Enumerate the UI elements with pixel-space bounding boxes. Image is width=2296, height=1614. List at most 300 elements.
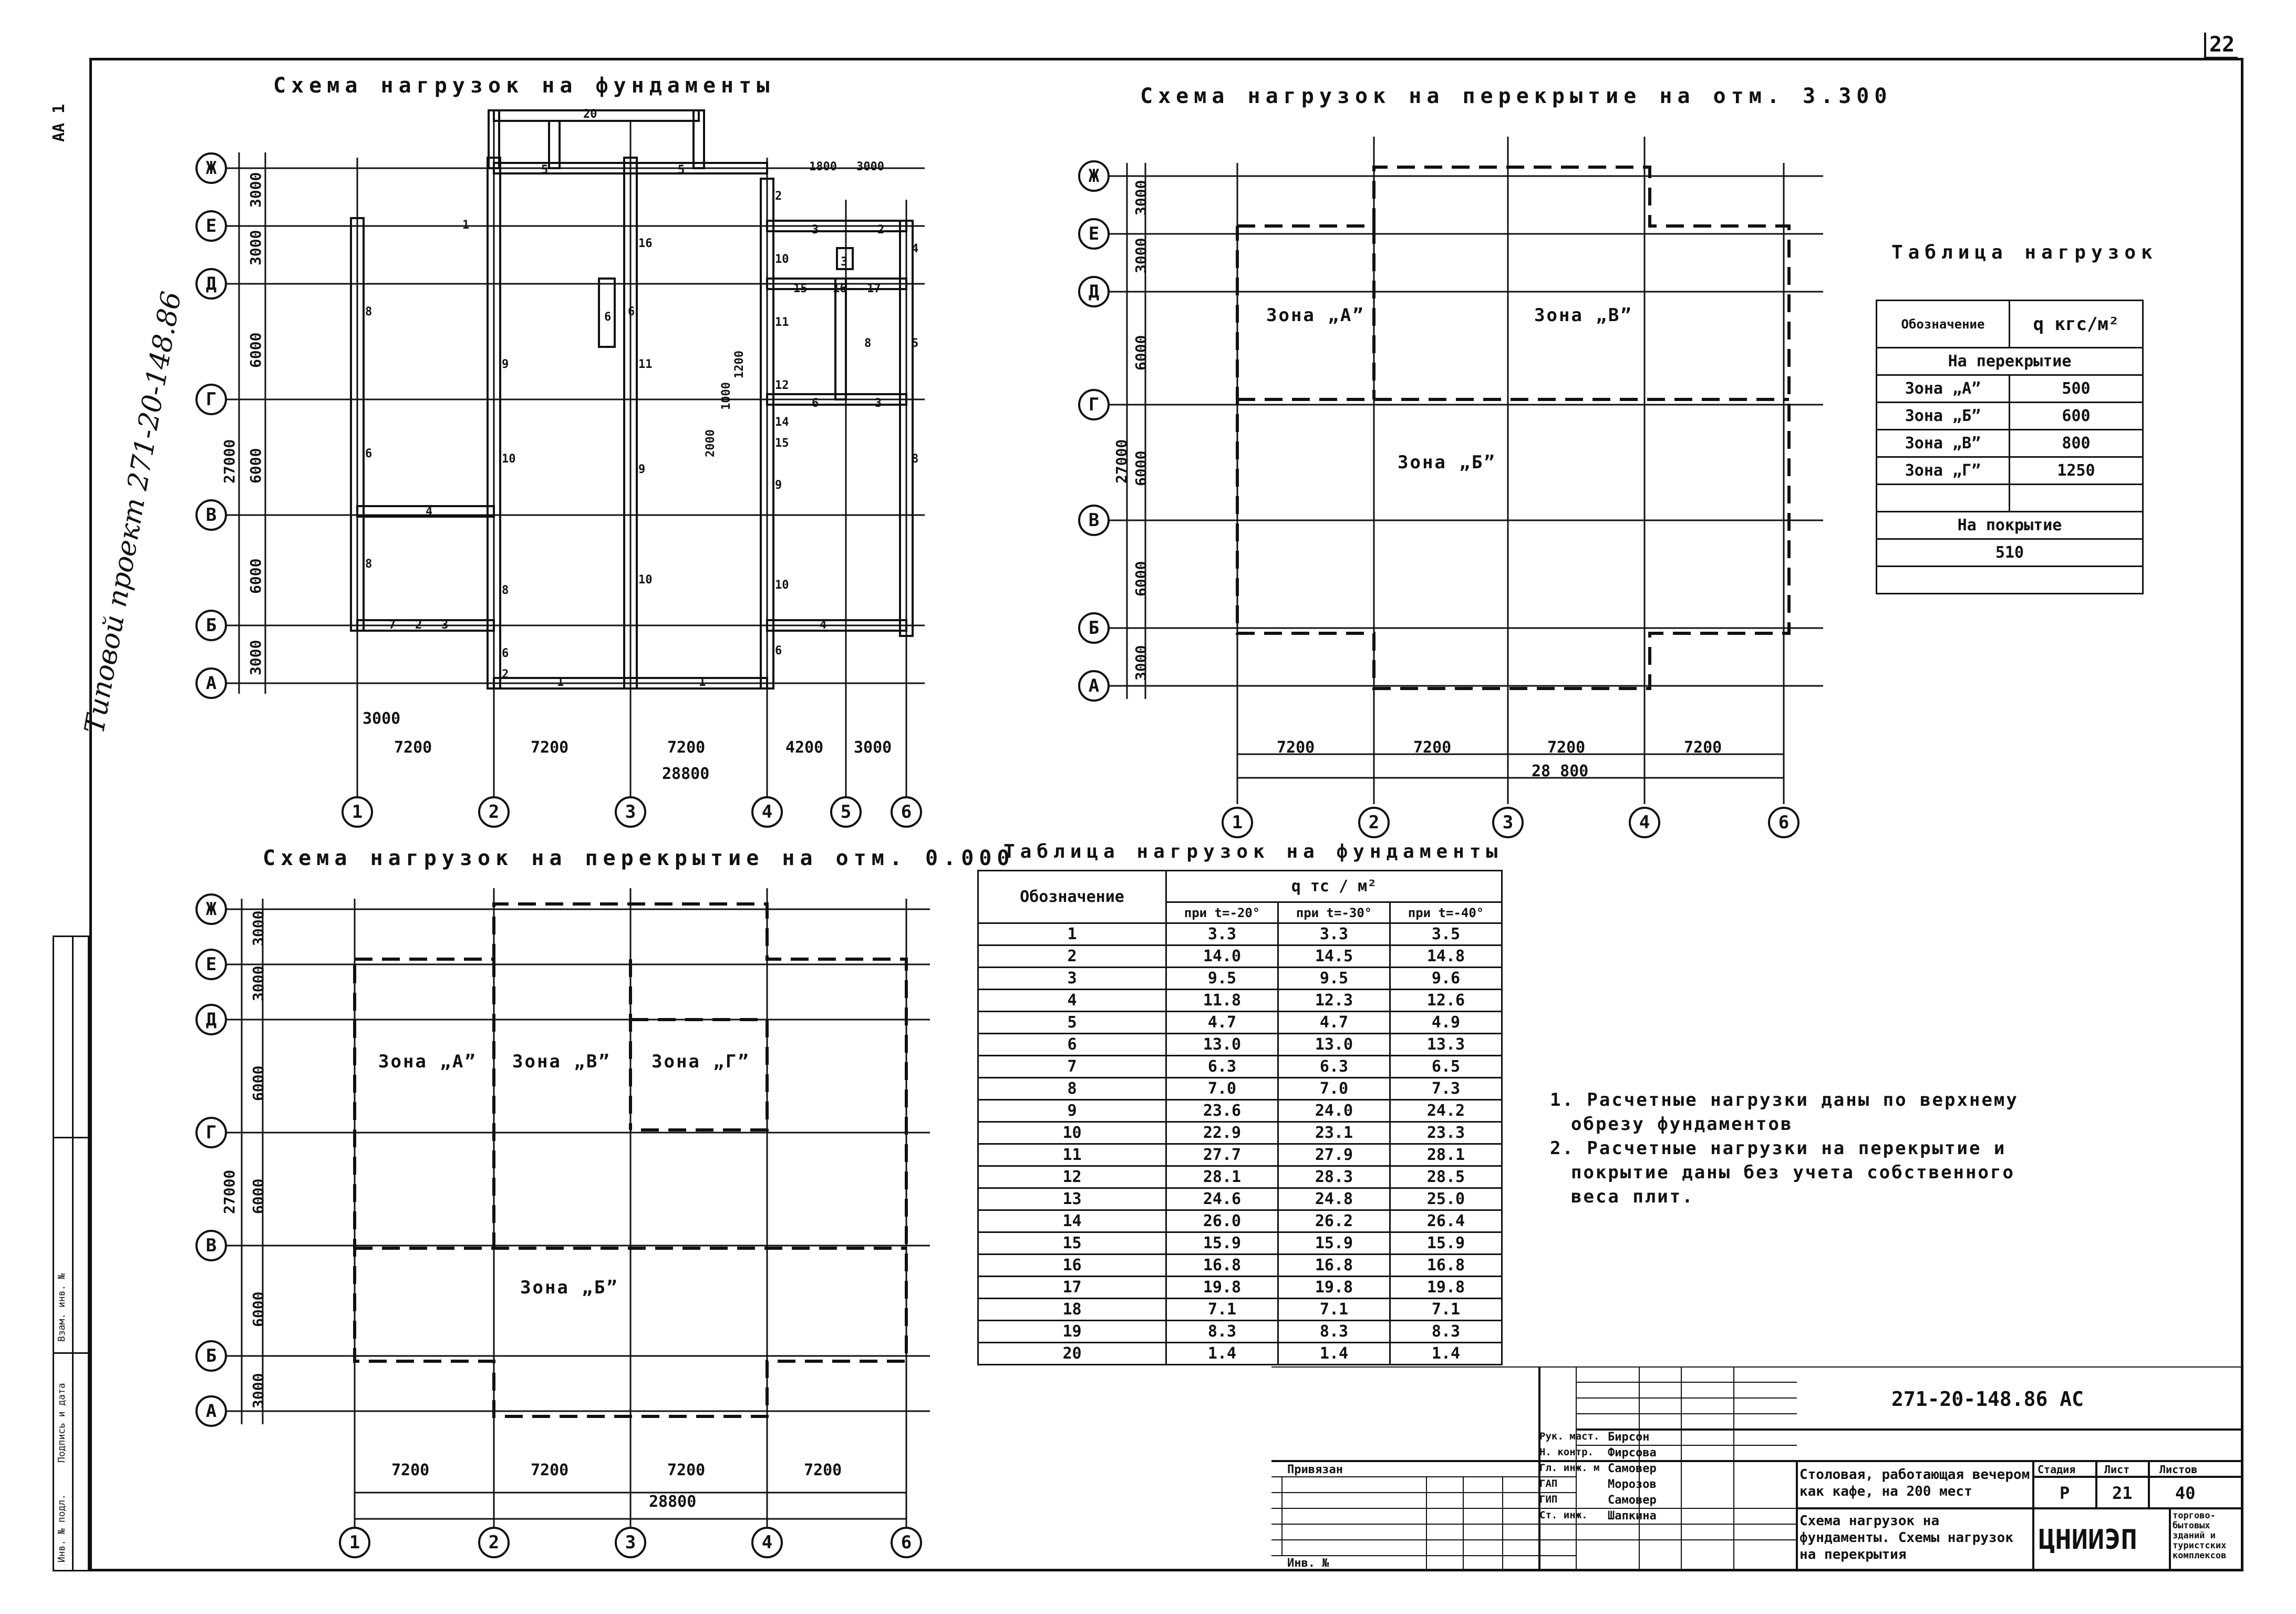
- svg-text:1: 1: [462, 219, 470, 232]
- ft-row-value: 7.0: [1166, 1078, 1278, 1100]
- svg-text:6: 6: [604, 311, 612, 324]
- note-line: покрытие даны без учета собственного: [1571, 1162, 2015, 1183]
- ft-row-value: 15.9: [1278, 1232, 1390, 1255]
- ft-row-id: 18: [978, 1299, 1166, 1321]
- ft-col-group: q тс / м²: [1166, 871, 1502, 902]
- ft-row-value: 24.0: [1278, 1100, 1390, 1122]
- tb-sheets-label: Листов: [2159, 1463, 2198, 1476]
- tb-inv: Инв. №: [1287, 1557, 1329, 1570]
- dim-row: 6000: [250, 1178, 267, 1214]
- tb-org: ЦНИИЭП: [2039, 1524, 2137, 1556]
- tb-sheet-label: Лист: [2104, 1463, 2130, 1476]
- svg-text:4: 4: [426, 505, 433, 518]
- tb-name: Бирсон: [1608, 1431, 1650, 1444]
- axis-row-g: Г: [195, 384, 227, 415]
- dim-row: 3000: [1132, 645, 1150, 681]
- margin-swap-label: Взам. инв. №: [56, 1273, 67, 1342]
- ft-row-value: 3.5: [1390, 923, 1502, 945]
- ft-row-value: 3.3: [1166, 923, 1278, 945]
- ft-row-id: 12: [978, 1166, 1166, 1188]
- dim-total-width: 28800: [649, 1493, 697, 1511]
- svg-text:16: 16: [833, 282, 847, 295]
- ft-row-value: 19.8: [1166, 1277, 1278, 1299]
- ft-row-id: 16: [978, 1255, 1166, 1277]
- svg-text:5: 5: [541, 163, 549, 177]
- svg-text:5: 5: [678, 163, 685, 177]
- ft-row-value: 1.4: [1390, 1343, 1502, 1365]
- axis-row-b: Б: [1078, 612, 1110, 644]
- dim-row: 3000: [1132, 238, 1150, 273]
- dim-row: 6000: [1132, 561, 1150, 597]
- dim-col: 7200: [394, 738, 432, 757]
- axis-row-e: Е: [195, 210, 227, 242]
- svg-text:8: 8: [864, 337, 872, 350]
- tb-role: Рук. маст.: [1539, 1431, 1600, 1442]
- load-row-value: 600: [2010, 403, 2143, 430]
- foundation-table: [977, 870, 1503, 1365]
- axis-row-d: Д: [1078, 276, 1110, 307]
- svg-text:7: 7: [389, 619, 396, 632]
- load-row-value: 800: [2010, 430, 2143, 457]
- ft-row: [978, 1277, 1502, 1299]
- ft-row-id: 8: [978, 1078, 1166, 1100]
- ft-row-value: 27.7: [1166, 1144, 1278, 1166]
- dim-row: 3000: [247, 640, 264, 675]
- floor-3300-title: Схема нагрузок на перекрытие на отм. 3.300: [1140, 84, 1892, 108]
- axis-col-5: 5: [830, 796, 862, 828]
- svg-text:2: 2: [775, 190, 782, 203]
- ft-row-value: 16.8: [1278, 1255, 1390, 1277]
- floor-0000-title: Схема нагрузок на перекрытие на отм. 0.000: [263, 846, 1015, 870]
- axis-col-4: 4: [1629, 807, 1660, 838]
- tb-doc-code: 271-20-148.86 АС: [1891, 1387, 2084, 1411]
- svg-text:2: 2: [877, 223, 885, 237]
- tb-binding: Привязан: [1287, 1463, 1343, 1476]
- ft-row-value: 28.1: [1166, 1166, 1278, 1188]
- load-row-name: Зона „Г”: [1877, 457, 2010, 485]
- dim-total-height: 27000: [221, 1169, 238, 1214]
- dim-col: 7200: [1277, 738, 1315, 757]
- ft-row: [978, 1012, 1502, 1034]
- ft-row-id: 9: [978, 1100, 1166, 1122]
- dim-total-height: 27000: [1113, 439, 1130, 484]
- ft-col-name: Обозначение: [978, 871, 1166, 923]
- axis-col-3: 3: [615, 796, 646, 828]
- ft-row-value: 26.0: [1166, 1210, 1278, 1232]
- load-row-value: 1250: [2010, 457, 2143, 485]
- ft-row-id: 2: [978, 945, 1166, 968]
- ft-row-value: 28.1: [1390, 1144, 1502, 1166]
- ft-row: [978, 1299, 1502, 1321]
- ft-row-value: 12.6: [1390, 990, 1502, 1012]
- axis-row-b: Б: [195, 610, 227, 641]
- tb-stage-label: Стадия: [2038, 1463, 2076, 1476]
- ft-row: [978, 1188, 1502, 1210]
- ft-row-value: 9.5: [1166, 968, 1278, 990]
- ft-row: [978, 1078, 1502, 1100]
- svg-text:5: 5: [912, 337, 919, 350]
- svg-text:1: 1: [699, 676, 706, 689]
- ft-row: [978, 1166, 1502, 1188]
- ft-row-value: 19.8: [1390, 1277, 1502, 1299]
- ft-row: [978, 923, 1502, 945]
- ft-row-id: 14: [978, 1210, 1166, 1232]
- margin-inv-label: Инв. № подл.: [56, 1494, 67, 1562]
- ft-row: [978, 990, 1502, 1012]
- load-row-value: 500: [2010, 375, 2143, 403]
- ft-row-value: 23.6: [1166, 1100, 1278, 1122]
- ft-row-value: 12.3: [1278, 990, 1390, 1012]
- svg-text:9: 9: [775, 479, 782, 492]
- ft-row: [978, 945, 1502, 968]
- ft-row: [978, 1255, 1502, 1277]
- ft-row-value: 13.0: [1278, 1034, 1390, 1056]
- tb-org-sub: торгово-бытовых зданий и туристских комплексов: [2173, 1510, 2227, 1561]
- ft-row-value: 6.3: [1166, 1056, 1278, 1078]
- svg-text:8: 8: [365, 305, 373, 318]
- zone-label: Зона „А”: [1266, 305, 1365, 326]
- dim-col: 7200: [531, 738, 569, 757]
- tb-name: Шапкина: [1608, 1509, 1657, 1523]
- ft-row-id: 7: [978, 1056, 1166, 1078]
- dim-col: 4200: [785, 738, 824, 757]
- svg-text:20: 20: [583, 108, 597, 121]
- ft-row: [978, 1122, 1502, 1144]
- ft-row-value: 13.3: [1390, 1034, 1502, 1056]
- axis-row-v: В: [195, 1230, 227, 1261]
- dim-col: 7200: [1547, 738, 1586, 757]
- ft-row-value: 8.3: [1166, 1321, 1278, 1343]
- dim-extra: 3000: [363, 710, 401, 728]
- svg-text:8: 8: [502, 584, 509, 597]
- title-block: [1271, 1366, 2243, 1571]
- ft-subcol: при t=-20°: [1166, 902, 1278, 923]
- corner-code: АА 1: [50, 104, 68, 142]
- dim-row: 3000: [250, 1373, 267, 1409]
- ft-row-value: 27.9: [1278, 1144, 1390, 1166]
- axis-col-4: 4: [751, 796, 783, 828]
- svg-text:10: 10: [502, 453, 516, 466]
- axis-col-4: 4: [751, 1527, 783, 1558]
- left-margin-stamp: [53, 935, 89, 1571]
- axis-col-2: 2: [478, 796, 510, 828]
- ft-row-value: 15.9: [1166, 1232, 1278, 1255]
- ft-row-id: 4: [978, 990, 1166, 1012]
- zone-label: Зона „Б”: [520, 1277, 619, 1298]
- dim-col: 7200: [391, 1461, 430, 1479]
- tb-role: Гл. инж. м: [1539, 1462, 1600, 1474]
- ft-row: [978, 1210, 1502, 1232]
- dim-col: 7200: [804, 1461, 842, 1479]
- ft-row-value: 1.4: [1166, 1343, 1278, 1365]
- ft-row: [978, 1034, 1502, 1056]
- axis-row-d: Д: [195, 268, 227, 300]
- ft-row-id: 6: [978, 1034, 1166, 1056]
- axis-col-6: 6: [891, 1527, 922, 1558]
- tb-role: ГАП: [1539, 1478, 1558, 1489]
- ft-row-value: 28.5: [1390, 1166, 1502, 1188]
- axis-row-zh: Ж: [195, 893, 227, 925]
- ft-row-value: 6.5: [1390, 1056, 1502, 1078]
- svg-text:6: 6: [775, 644, 782, 657]
- tb-role: Н. контр.: [1539, 1446, 1594, 1458]
- ft-row-id: 19: [978, 1321, 1166, 1343]
- ft-row-value: 4.9: [1390, 1012, 1502, 1034]
- ft-row-value: 7.3: [1390, 1078, 1502, 1100]
- ft-row-value: 22.9: [1166, 1122, 1278, 1144]
- axis-col-2: 2: [1358, 807, 1390, 838]
- ft-row: [978, 968, 1502, 990]
- svg-text:11: 11: [775, 316, 789, 329]
- svg-text:10: 10: [638, 573, 653, 587]
- ft-row-value: 8.3: [1278, 1321, 1390, 1343]
- ft-row-value: 16.8: [1390, 1255, 1502, 1277]
- dim-inner: 1200: [733, 351, 746, 378]
- ft-row-id: 17: [978, 1277, 1166, 1299]
- load-row-name: Зона „Б”: [1877, 403, 2010, 430]
- load-section: На покрытие: [1877, 512, 2143, 539]
- svg-text:3: 3: [875, 397, 882, 410]
- load-roof-value: 510: [1877, 539, 2143, 567]
- axis-col-1: 1: [1222, 807, 1253, 838]
- dim-col: 7200: [667, 1461, 706, 1479]
- svg-text:15: 15: [793, 282, 808, 295]
- dim-row: 6000: [247, 558, 264, 594]
- load-section: На перекрытие: [1877, 348, 2143, 375]
- tb-sheets: 40: [2175, 1483, 2196, 1503]
- axis-col-3: 3: [615, 1527, 646, 1558]
- dim-col: 3000: [854, 738, 892, 757]
- ft-row-value: 3.3: [1278, 923, 1390, 945]
- svg-text:15: 15: [775, 437, 789, 450]
- ft-row-value: 16.8: [1166, 1255, 1278, 1277]
- axis-row-e: Е: [1078, 218, 1110, 250]
- svg-text:1: 1: [557, 676, 564, 689]
- ft-row-value: 11.8: [1166, 990, 1278, 1012]
- dim-col: 7200: [531, 1461, 569, 1479]
- svg-text:6: 6: [812, 397, 819, 410]
- ft-row-value: 4.7: [1278, 1012, 1390, 1034]
- zone-label: Зона „Г”: [651, 1051, 750, 1072]
- axis-row-v: В: [195, 499, 227, 531]
- dim-row: 3000: [250, 910, 267, 946]
- svg-text:2: 2: [415, 619, 422, 632]
- ft-row-value: 28.3: [1278, 1166, 1390, 1188]
- ft-row-id: 11: [978, 1144, 1166, 1166]
- ft-subcol: при t=-30°: [1278, 902, 1390, 923]
- svg-text:3: 3: [812, 223, 819, 237]
- svg-text:8: 8: [912, 453, 919, 466]
- ft-row-id: 5: [978, 1012, 1166, 1034]
- ft-subcol: при t=-40°: [1390, 902, 1502, 923]
- dim-total-height: 27000: [221, 439, 238, 484]
- axis-row-a: А: [1078, 670, 1110, 702]
- floor-0000-drawing: [184, 883, 951, 1587]
- ft-row-value: 23.3: [1390, 1122, 1502, 1144]
- dim-row: 6000: [250, 1291, 267, 1327]
- zone-label: Зона „В”: [512, 1051, 611, 1072]
- note-line: 1. Расчетные нагрузки даны по верхнему: [1550, 1089, 2019, 1111]
- ft-row-value: 14.5: [1278, 945, 1390, 968]
- axis-row-a: А: [195, 667, 227, 699]
- axis-row-zh: Ж: [195, 152, 227, 184]
- ft-row: [978, 1056, 1502, 1078]
- svg-text:14: 14: [775, 416, 789, 429]
- ft-row-value: 8.3: [1390, 1321, 1502, 1343]
- load-table: [1876, 300, 2144, 594]
- axis-col-1: 1: [342, 796, 373, 828]
- svg-text:2: 2: [502, 668, 509, 681]
- axis-col-2: 2: [478, 1527, 510, 1558]
- load-table-title: Таблица нагрузок: [1891, 242, 2158, 263]
- axis-row-b: Б: [195, 1340, 227, 1372]
- ft-row-id: 15: [978, 1232, 1166, 1255]
- ft-row: [978, 1343, 1502, 1365]
- tb-name: Самовер: [1608, 1462, 1657, 1475]
- note-line: веса плит.: [1571, 1186, 1694, 1207]
- ft-row-value: 26.2: [1278, 1210, 1390, 1232]
- zone-label: Зона „Б”: [1398, 452, 1496, 473]
- svg-text:16: 16: [638, 237, 653, 250]
- svg-text:6: 6: [502, 647, 509, 660]
- svg-text:17: 17: [867, 282, 881, 295]
- floor-3300-drawing: [1051, 131, 1870, 841]
- ft-row-value: 9.6: [1390, 968, 1502, 990]
- dim-top: 3000: [856, 160, 884, 173]
- side-inscription: Типовой проект 271-20-148.86: [79, 289, 188, 736]
- ft-row: [978, 1144, 1502, 1166]
- tb-role: ГИП: [1539, 1494, 1558, 1505]
- tb-sheet: 21: [2112, 1483, 2133, 1503]
- svg-text:9: 9: [502, 358, 509, 371]
- ft-row-id: 1: [978, 923, 1166, 945]
- foundation-table-title: Таблица нагрузок на фундаменты: [1004, 841, 1503, 862]
- axis-col-1: 1: [339, 1527, 370, 1558]
- svg-text:11: 11: [638, 358, 653, 371]
- ft-row-value: 9.5: [1278, 968, 1390, 990]
- foundation-plan-drawing: [0, 0, 946, 841]
- ft-row-value: 7.1: [1278, 1299, 1390, 1321]
- ft-row: [978, 1232, 1502, 1255]
- dim-inner: 2000: [704, 429, 717, 457]
- notes-block: [1550, 1088, 2019, 1209]
- tb-name: Морозов: [1608, 1478, 1657, 1491]
- ft-row-value: 26.4: [1390, 1210, 1502, 1232]
- svg-text:9: 9: [638, 463, 646, 476]
- load-col-name: Обозначение: [1877, 301, 2010, 348]
- ft-row-value: 7.0: [1278, 1078, 1390, 1100]
- svg-text:6: 6: [365, 447, 373, 460]
- dim-inner: 1000: [720, 382, 733, 410]
- ft-row-value: 1.4: [1278, 1343, 1390, 1365]
- dim-col: 7200: [667, 738, 706, 757]
- dim-col: 7200: [1413, 738, 1452, 757]
- svg-text:12: 12: [775, 379, 789, 392]
- foundation-plan-title: Схема нагрузок на фундаменты: [273, 74, 775, 98]
- dim-row: 6000: [250, 1065, 267, 1101]
- ft-row-value: 13.0: [1166, 1034, 1278, 1056]
- load-col-value: q кгс/м²: [2010, 301, 2143, 348]
- ft-row-id: 10: [978, 1122, 1166, 1144]
- ft-row: [978, 1100, 1502, 1122]
- ft-row-value: 14.8: [1390, 945, 1502, 968]
- svg-text:4: 4: [912, 242, 919, 255]
- axis-row-g: Г: [195, 1117, 227, 1148]
- ft-row-value: 14.0: [1166, 945, 1278, 968]
- axis-row-a: А: [195, 1395, 227, 1427]
- dim-row: 3000: [247, 172, 264, 208]
- dim-row: 6000: [1132, 450, 1150, 486]
- tb-sheet-title: Схема нагрузок на фундаменты. Схемы нагрузок на перекрытия: [1799, 1513, 2013, 1562]
- axis-col-6: 6: [1768, 807, 1799, 838]
- dim-row: 3000: [250, 965, 267, 1001]
- ft-row-value: 23.1: [1278, 1122, 1390, 1144]
- ft-row-value: 7.1: [1390, 1299, 1502, 1321]
- ft-row-value: 24.8: [1278, 1188, 1390, 1210]
- axis-row-v: В: [1078, 505, 1110, 536]
- note-line: обрезу фундаментов: [1571, 1114, 1793, 1135]
- ft-row-value: 24.6: [1166, 1188, 1278, 1210]
- ft-row-value: 24.2: [1390, 1100, 1502, 1122]
- axis-row-e: Е: [195, 949, 227, 980]
- zone-label: Зона „В”: [1534, 305, 1633, 326]
- dim-row: 3000: [247, 230, 264, 265]
- svg-text:8: 8: [365, 558, 373, 571]
- svg-text:6: 6: [628, 305, 635, 318]
- ft-row-value: 4.7: [1166, 1012, 1278, 1034]
- dim-row: 6000: [247, 332, 264, 368]
- dim-col: 7200: [1684, 738, 1722, 757]
- svg-text:4: 4: [820, 619, 827, 632]
- ft-row-id: 3: [978, 968, 1166, 990]
- svg-text:3: 3: [441, 619, 449, 632]
- load-row-name: Зона „В”: [1877, 430, 2010, 457]
- axis-row-zh: Ж: [1078, 160, 1110, 192]
- tb-role: Ст. инж.: [1539, 1509, 1588, 1521]
- ft-row-value: 19.8: [1278, 1277, 1390, 1299]
- ft-row-value: 6.3: [1278, 1056, 1390, 1078]
- load-row-name: Зона „А”: [1877, 375, 2010, 403]
- axis-col-6: 6: [891, 796, 922, 828]
- note-line: 2. Расчетные нагрузки на перекрытие и: [1550, 1138, 2007, 1159]
- dim-row: 6000: [247, 448, 264, 484]
- ft-row-value: 15.9: [1390, 1232, 1502, 1255]
- svg-text:10: 10: [775, 579, 789, 592]
- axis-row-g: Г: [1078, 389, 1110, 420]
- ft-row: [978, 1321, 1502, 1343]
- tb-stage: Р: [2060, 1483, 2070, 1503]
- svg-text:10: 10: [775, 253, 789, 266]
- sheet-number: 22: [2204, 33, 2238, 59]
- ft-row-id: 13: [978, 1188, 1166, 1210]
- tb-name: Фирсова: [1608, 1446, 1657, 1459]
- tb-name: Самовер: [1608, 1494, 1657, 1507]
- zone-label: Зона „А”: [378, 1051, 477, 1072]
- tb-project: Столовая, работающая вечером как кафе, на 200 мест: [1799, 1467, 2030, 1499]
- dim-total-width: 28 800: [1532, 762, 1589, 780]
- dim-top: 1800: [809, 160, 837, 173]
- ft-row-value: 25.0: [1390, 1188, 1502, 1210]
- margin-sign-label: Подпись и дата: [56, 1383, 67, 1463]
- ft-row-value: 7.1: [1166, 1299, 1278, 1321]
- axis-col-3: 3: [1492, 807, 1524, 838]
- dim-total-width: 28800: [662, 765, 710, 783]
- dim-row: 3000: [1132, 180, 1150, 215]
- dim-row: 6000: [1132, 335, 1150, 371]
- ft-row-id: 20: [978, 1343, 1166, 1365]
- axis-row-d: Д: [195, 1004, 227, 1035]
- svg-text:3: 3: [841, 255, 848, 269]
